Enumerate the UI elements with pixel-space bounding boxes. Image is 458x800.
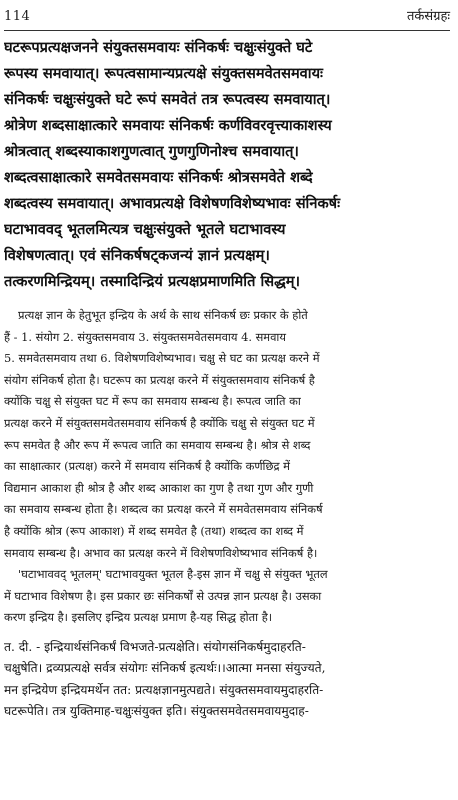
hindi-line: 5. समवेतसमवाय तथा 6. विशेषणविशेष्यभाव। चक्षु से घट का प्रत्यक्ष करने में: [4, 351, 320, 366]
sanskrit-line: घटरूपप्रत्यक्षजनने संयुक्तसमवायः संनिकर्षः चक्षुःसंयुक्ते घटे: [4, 39, 313, 56]
hindi-line: का साक्षात्कार (प्रत्यक्ष) करने में समवाय संनिकर्ष है क्योंकि कर्णछिद्र में: [4, 459, 290, 474]
hindi-line: हैं - 1. संयोग 2. संयुक्तसमवाय 3. संयुक्तसमवेतसमवाय 4. समवाय: [4, 329, 286, 344]
sanskrit-line: श्रोत्रेण शब्दसाक्षात्कारे समवायः संनिकर्षः कर्णविवरवृत्त्याकाशस्य: [4, 117, 332, 134]
hindi-line: प्रत्यक्ष ज्ञान के हेतुभूत इन्द्रिय के अर्थ के साथ संनिकर्ष छः प्रकार के होते: [18, 308, 308, 322]
commentary-line: चक्षुषेति। द्रव्यप्रत्यक्षे सर्वत्र संयोगः संनिकर्ष इत्यर्थः।।आत्मा मनसा संयुज्यते,: [4, 661, 326, 676]
sanskrit-line: विशेषणत्वात्। एवं संनिकर्षषट्कजन्यं ज्ञानं प्रत्यक्षम्।: [4, 247, 270, 264]
hindi-line: संयोग संनिकर्ष होता है। घटरूप का प्रत्यक्ष करने में संयुक्तसमवाय संनिकर्ष है: [4, 372, 315, 387]
page-header: [4, 6, 450, 31]
hindi-translation-block: [4, 305, 450, 629]
commentary-line: मन इन्द्रियेण इन्द्रियमर्थेन तत: प्रत्यक्षज्ञानमुत्पद्यते। संयुक्तसमवायमुदाहरति-: [4, 682, 324, 697]
hindi-line: समवाय सम्बन्ध है। अभाव का प्रत्यक्ष करने में विशेषणविशेष्यभाव संनिकर्ष है।: [4, 545, 318, 560]
sanskrit-line: रूपस्य समवायात्। रूपत्वसामान्यप्रत्यक्षे संयुक्तसमवेतसमवायः: [4, 65, 323, 82]
hindi-line: क्योंकि चक्षु से संयुक्त घट में रूप का समवाय सम्बन्ध है। रूपत्व जाति का: [4, 394, 301, 409]
commentary-line: त. दी. - इन्द्रियार्थसंनिकर्षं विभजते-प्रत्यक्षेति। संयोगसंनिकर्षमुदाहरति-: [4, 639, 306, 654]
hindi-line: प्रत्यक्ष करने में संयुक्तसमवेतसमवाय संनिकर्ष है क्योंकि चक्षु से संयुक्त घट में: [4, 415, 315, 430]
hindi-line: है क्योंकि श्रोत्र (रूप आकाश) में शब्द समवेत है (तथा) शब्दत्व का शब्द में: [4, 523, 304, 538]
hindi-line: 'घटाभाववद् भूतलम्' घटाभावयुक्त भूतल है-इस ज्ञान में चक्षु से संयुक्त भूतल: [18, 567, 328, 582]
sanskrit-line: श्रोत्रत्वात् शब्दस्याकाशगुणत्वात् गुणगुणिनोश्च समवायात्।: [4, 143, 299, 160]
sanskrit-line: शब्दत्वस्य समवायात्। अभावप्रत्यक्षे विशेषणविशेष्यभावः संनिकर्षः: [4, 195, 341, 212]
hindi-line: रूप समवेत है और रूप में रूपत्व जाति का समवाय सम्बन्ध है। श्रोत्र से शब्द: [4, 437, 311, 452]
hindi-line: करण इन्द्रिय है। इसलिए इन्द्रिय प्रत्यक्ष प्रमाण है-यह सिद्ध होता है।: [4, 610, 273, 625]
sanskrit-text-block: [4, 35, 450, 295]
sanskrit-line: घटाभाववद् भूतलमित्यत्र चक्षुःसंयुक्ते भूतले घटाभावस्य: [4, 221, 286, 238]
commentary-line: घटरूपेति। तत्र युक्तिमाह-चक्षुःसंयुक्त इति। संयुक्तसमवेतसमवायमुदाह-: [4, 704, 309, 719]
sanskrit-line: तत्करणमिन्द्रियम्। तस्मादिन्द्रियं प्रत्यक्षप्रमाणमिति सिद्धम्।: [4, 273, 301, 290]
running-head: तर्कसंग्रहः: [406, 9, 450, 24]
sanskrit-line: शब्दत्वसाक्षात्कारे समवेतसमवायः संनिकर्षः श्रोत्रसमवेते शब्दे: [4, 169, 313, 186]
hindi-line: में घटाभाव विशेषण है। इस प्रकार छः संनिकर्षों से उत्पन्न ज्ञान प्रत्यक्ष है। उसका: [4, 588, 322, 603]
commentary-block: [4, 637, 450, 723]
hindi-line: का समवाय सम्बन्ध होता है। शब्दत्व का प्रत्यक्ष करने में समवेतसमवाय संनिकर्ष: [4, 502, 323, 517]
page-number: 114: [4, 9, 31, 24]
sanskrit-line: संनिकर्षः चक्षुःसंयुक्ते घटे रूपं समवेतं तत्र रूपत्वस्य समवायात्।: [4, 91, 331, 108]
hindi-line: विद्यमान आकाश ही श्रोत्र है और शब्द आकाश का गुण है तथा गुण और गुणी: [4, 480, 314, 495]
